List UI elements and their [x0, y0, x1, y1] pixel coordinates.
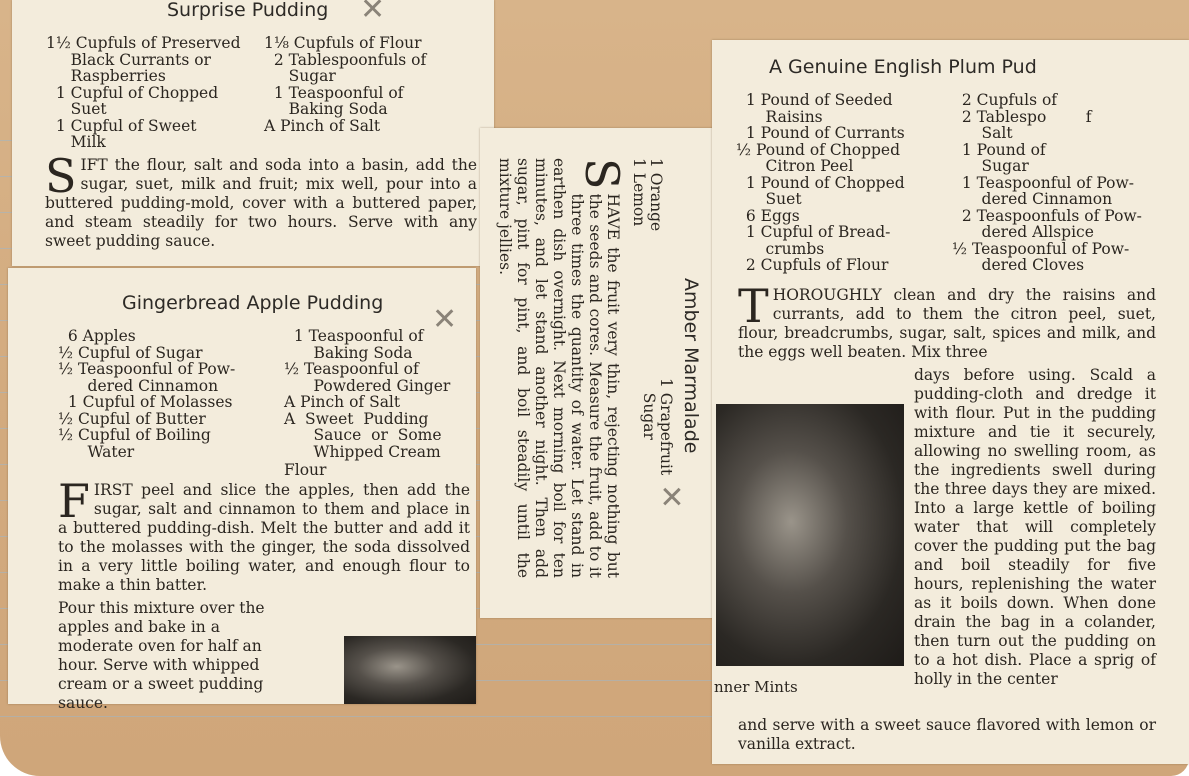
gingerbread-ingredients-right: 1 Teaspoonful of Baking Soda ½ Teaspoonful of Powdered Ginger A Pinch of Salt A Sweet Pudding Sauce or Some Whipped Cream	[284, 327, 451, 461]
surprise-ingredients-right: 1⅛ Cupfuls of Flour 2 Tablespoonfuls of Sugar 1 Teaspoonful of Baking Soda A Pinch of Salt	[264, 34, 427, 135]
gingerbread-instructions-end: Pour this mixture over the apples and bake in a moderate oven for half an hour. Serve with whipped cream or a sweet pudding sauce.	[58, 599, 265, 712]
pudding-photo	[344, 636, 476, 704]
gingerbread-title: Gingerbread Apple Pudding	[122, 292, 384, 314]
drop-cap: T	[738, 279, 769, 333]
check-x-icon: ✕	[360, 0, 386, 27]
plum-instructions-narrow: days before using. Scald a pudding-cloth and dredge it with flour. Put in the pudding mixture and tie it securely, allowing no swelling room, as the ingredients swell during the three days they are mixed. Into a large kettle of boiling water that will completely cover the pudding put the bag and boil steadily for five hours, replenishing the water as it boils down. When done drain the bag in a colander, then turn out the pudding on to a hot dish. Place a sprig of holly in the center	[914, 366, 1156, 688]
surprise-instructions: SIFT the flour, salt and soda into a basin, add the sugar, suet, milk and fruit; mix well, pour into a buttered pudding-mold, cover with a buttered paper, and steam steadily for two hours. Serve with any sweet pudding sauce.	[45, 149, 477, 250]
marmalade-rotated-content	[480, 128, 718, 618]
surprise-title: Surprise Pudding	[167, 0, 329, 21]
plum-title: A Genuine English Plum Pud	[769, 56, 1037, 78]
drop-cap: S	[575, 158, 629, 190]
plum-ingredients-left: 1 Pound of Seeded Raisins 1 Pound of Currants ½ Pound of Chopped Citron Peel 1 Pound of Chopped Suet 6 Eggs 1 Cupful of Bread- crumbs 2 Cupfuls of Flour	[736, 91, 905, 274]
plum-ingredients-right: 2 Cupfuls of 2 Tablespo f Salt 1 Pound of Sugar 1 Teaspoonful of Pow- dered Cinnamon 2 Teaspoonfuls of Pow- dered Allspice ½ Teaspoonful of Pow- dered Cloves	[952, 91, 1142, 274]
marmalade-ingredients-left: 1 Orange 1 Lemon	[630, 158, 665, 232]
gingerbread-instructions: FIRST peel and slice the apples, then add the sugar, salt and cinnamon to them and place in a buttered pudding-dish. Melt the butter and add it to the molasses with the ginger, the soda dissolved in a very little boiling water, and enough flour to make a thin batter.	[58, 474, 470, 594]
surprise-pudding-clipping	[12, 0, 494, 266]
marmalade-title: Amber Marmalade	[680, 278, 702, 454]
gingerbread-flour: Flour	[284, 461, 327, 479]
drop-cap: F	[58, 474, 90, 528]
surprise-ingredients-left: 1½ Cupfuls of Preserved Black Currants or Raspberries 1 Cupful of Chopped Suet 1 Cupful of Sweet Milk	[46, 34, 241, 151]
gingerbread-clipping	[8, 268, 476, 712]
photo-caption: nner Mints	[714, 678, 798, 696]
plum-instructions-end: and serve with a sweet sauce flavored with lemon or vanilla extract.	[738, 716, 1156, 753]
marmalade-ingredients-right: 1 Grapefruit Sugar	[640, 378, 675, 476]
plum-pudding-clipping	[712, 40, 1189, 764]
gingerbread-ingredients-left: 6 Apples ½ Cupful of Sugar ½ Teaspoonful of Pow- dered Cinnamon 1 Cupful of Molasses ½ Cupful of Butter ½ Cupful of Boiling Water	[58, 327, 236, 461]
marmalade-instructions: S HAVE the fruit very thin, rejecting nothing but the seeds and cores. Measure the fruit, add to it three times the quantity of water. Let stand in earthen dish overnight. Next morning boil for ten minutes, and let stand another night. Then add sugar, pint for pint, and boil steadily until the mixture jellies.	[496, 158, 629, 578]
drop-cap: S	[45, 149, 77, 203]
marmalade-clipping	[480, 128, 718, 618]
plum-pudding-photo	[716, 404, 904, 666]
check-x-icon: ✕	[653, 484, 688, 510]
check-x-icon: ✕	[432, 302, 458, 337]
plum-instructions: THOROUGHLY clean and dry the raisins and currants, add to them the citron peel, suet, flour, breadcrumbs, sugar, salt, spices and milk, and the eggs well beaten. Mix three	[738, 279, 1156, 361]
